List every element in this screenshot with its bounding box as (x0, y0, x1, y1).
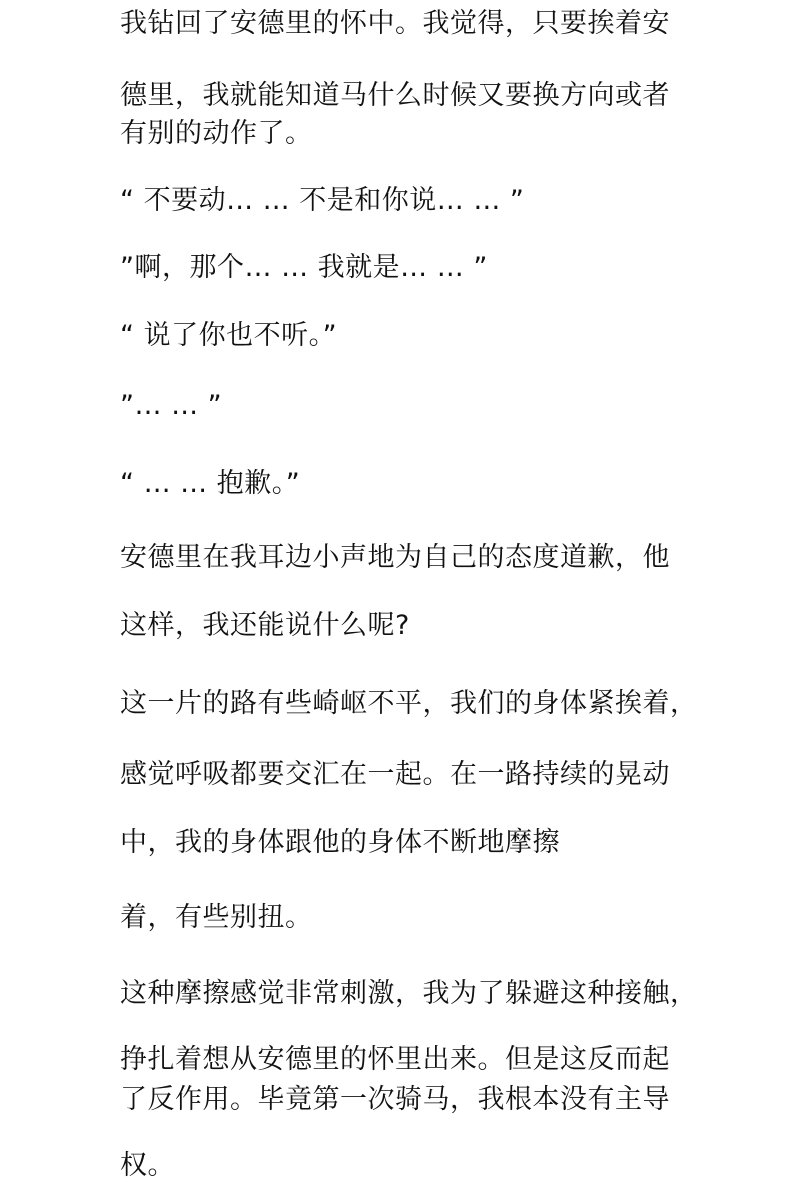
text-line: 感觉呼吸都要交汇在一起。在一路持续的晃动 (120, 759, 670, 790)
dialogue-line: “ 不要动… … 不是和你说… … ” (120, 185, 525, 216)
text-line: 权。 (120, 1150, 175, 1181)
text-line: 了反作用。毕竟第一次骑马，我根本没有主导 (120, 1084, 670, 1115)
text-line: 这种摩擦感觉非常刺激，我为了躲避这种接触， (120, 978, 698, 1009)
text-line: 德里，我就能知道马什么时候又要换方向或者 (120, 80, 670, 111)
dialogue-line: “ … … 抱歉。” (120, 468, 301, 499)
text-line: 挣扎着想从安德里的怀里出来。但是这反而起 (120, 1044, 670, 1075)
text-line: 这一片的路有些崎岖不平，我们的身体紧挨着， (120, 688, 698, 719)
dialogue-line: “ 说了你也不听。” (120, 320, 338, 351)
text-line: 中，我的身体跟他的身体不断地摩擦 (120, 827, 560, 858)
dialogue-line: ”… … ” (120, 390, 223, 421)
text-line: 安德里在我耳边小声地为自己的态度道歉，他 (120, 542, 670, 573)
text-line: 这样，我还能说什么呢? (120, 610, 410, 641)
text-line: 着，有些别扭。 (120, 902, 313, 933)
text-line: 我钻回了安德里的怀中。我觉得，只要挨着安 (120, 8, 670, 39)
text-line: 有别的动作了。 (120, 118, 313, 149)
dialogue-line: ”啊，那个… … 我就是… … ” (120, 252, 488, 283)
